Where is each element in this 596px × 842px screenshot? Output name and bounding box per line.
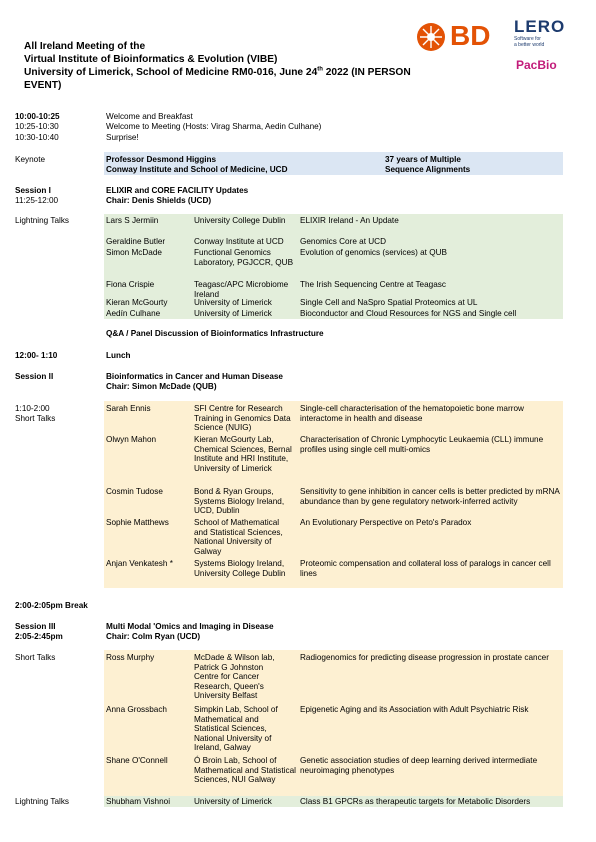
talk-title: Bioconductor and Cloud Resources for NGS and Single cell [300,309,517,318]
talk-affiliation: University of Limerick [194,309,272,318]
event-surprise: Surprise! [106,133,139,142]
talk-affiliation: Bond & Ryan Groups, Systems Biology Ireland, UCD, Dublin [194,487,285,516]
lightning-label: Lightning Talks [15,797,70,806]
keynote-affiliation: Conway Institute and School of Medicine, UCD [106,165,288,174]
lunch-time: 12:00- 1:10 [15,351,58,360]
session2-time: 1:10-2:00 [15,404,50,413]
talk-title: An Evolutionary Perspective on Peto's Paradox [300,518,472,527]
bd-wordmark: BD [450,20,491,51]
talk-affiliation: University of Limerick [194,298,272,307]
talk-speaker: Shubham Vishnoi [106,797,171,806]
keynote-speaker: Professor Desmond Higgins [106,155,217,164]
talk-speaker: Simon McDade [106,248,162,257]
talk-speaker: Olwyn Mahon [106,435,157,444]
pacbio-logo: PacBio [516,58,557,72]
bd-logo [416,22,496,52]
break-label: 2:00-2:05pm Break [15,601,88,610]
talk-affiliation: University of Limerick [194,797,272,806]
keynote-title-2: Sequence Alignments [385,165,471,174]
session2-chair: Chair: Simon McDade (QUB) [106,382,217,391]
talk-affiliation: McDade & Wilson lab, Patrick G Johnston Centre for Cancer Research, Queen's University Belfast [194,653,275,701]
talk-speaker: Kieran McGourty [106,298,168,307]
talk-affiliation: Simpkin Lab, School of Mathematical and Statistical Sciences, National University of Ireland, Galway [194,705,278,753]
talk-title: Class B1 GPCRs as therapeutic targets for Metabolic Disorders [300,797,531,806]
talk-title: The Irish Sequencing Centre at Teagasc [300,280,446,289]
talk-title: Epigenetic Aging and its Association with Adult Psychiatric Risk [300,705,529,714]
keynote-title-1: 37 years of Multiple [385,155,461,164]
talk-title: ELIXIR Ireland - An Update [300,216,399,225]
lero-wordmark: LERO [514,17,566,36]
session3-chair: Chair: Colm Ryan (UCD) [106,632,201,641]
event-hosts: Welcome to Meeting (Hosts: Virag Sharma, Aedin Culhane) [106,122,322,131]
talk-speaker: Cosmin Tudose [106,487,163,496]
session2-type: Short Talks [15,414,56,423]
talk-speaker: Fiona Crispie [106,280,155,289]
lero-tagline-2: a better world [514,42,545,48]
session1-title: ELIXIR and CORE FACILITY Updates [106,186,249,195]
talk-title: Genomics Core at UCD [300,237,386,246]
talk-speaker: Shane O'Connell [106,756,168,765]
session2-label: Session II [15,372,54,381]
talk-affiliation: Ó Broin Lab, School of Mathematical and Statistical Sciences, NUI Galway [194,756,296,785]
talk-speaker: Anjan Venkatesh * [106,559,173,568]
session3-type: Short Talks [15,653,56,662]
session1-time: 11:25-12:00 [15,196,59,205]
talk-speaker: Lars S Jermiin [106,216,159,225]
session3-label: Session III [15,622,56,631]
talk-speaker: Aedín Culhane [106,309,161,318]
panel-discussion: Q&A / Panel Discussion of Bioinformatics Infrastructure [106,329,324,338]
talk-title: Evolution of genomics (services) at QUB [300,248,447,257]
talk-affiliation: Systems Biology Ireland, University College Dublin [194,559,286,578]
talk-affiliation: Kieran McGourty Lab, Chemical Sciences, Bernal Institute and HRI Institute, University of Limerick [194,435,292,473]
session1-chair: Chair: Denis Shields (UCD) [106,196,212,205]
talk-affiliation: University College Dublin [194,216,286,225]
talk-title: Genetic association studies of deep learning derived intermediate neuroimaging phenotypes [300,756,538,775]
session1-type: Lightning Talks [15,216,70,225]
session1-label: Session I [15,186,51,195]
talk-title: Characterisation of Chronic Lymphocytic Leukaemia (CLL) immune profiles using single cell multi-omics [300,435,544,454]
lero-logo [514,18,584,58]
talk-affiliation: Functional Genomics Laboratory, PGJCCR, QUB [194,248,294,267]
session3-time: 2:05-2:45pm [15,632,63,641]
talk-title: Radiogenomics for predicting disease progression in prostate cancer [300,653,549,662]
session3-title: Multi Modal 'Omics and Imaging in Disease [106,622,274,631]
time-surprise: 10:30-10:40 [15,133,59,142]
talk-speaker: Anna Grossbach [106,705,167,714]
event-welcome: Welcome and Breakfast [106,112,193,121]
talk-affiliation: Conway Institute at UCD [194,237,284,246]
talk-affiliation: School of Mathematical and Statistical Sciences, National University of Galway [194,518,283,556]
title-line-3: University of Limerick, School of Medicine RM0-016, June 24th 2022 (IN PERSON EVENT) [24,66,411,91]
talk-title: Proteomic compensation and collateral loss of paralogs in cancer cell lines [300,559,551,578]
lero-tagline-1: Software for [514,36,541,42]
title-line-1: All Ireland Meeting of the [24,41,146,52]
talk-title: Single-cell characterisation of the hematopoietic bone marrow interactome in health and disease [300,404,524,423]
session2-title: Bioinformatics in Cancer and Human Disease [106,372,283,381]
title-line-2: Virtual Institute of Bioinformatics & Evolution (VIBE) [24,54,278,65]
talk-affiliation: Teagasc/APC Microbiome Ireland [194,280,289,299]
keynote-label: Keynote [15,155,46,164]
talk-speaker: Sarah Ennis [106,404,151,413]
talk-speaker: Sophie Matthews [106,518,169,527]
talk-title: Single Cell and NaSpro Spatial Proteomics at UL [300,298,478,307]
time-welcome: 10:00-10:25 [15,112,60,121]
bd-sun-icon [416,22,446,52]
talk-speaker: Geraldine Butler [106,237,166,246]
time-hosts: 10:25-10:30 [15,122,59,131]
page-title [24,40,444,92]
talk-affiliation: SFI Centre for Research Training in Genomics Data Science (NUIG) [194,404,291,433]
lunch-label: Lunch [106,351,131,360]
talk-speaker: Ross Murphy [106,653,155,662]
talk-title: Sensitivity to gene inhibition in cancer cells is better predicted by mRNA abundance than by gene regulatory network-inferred activity [300,487,560,506]
